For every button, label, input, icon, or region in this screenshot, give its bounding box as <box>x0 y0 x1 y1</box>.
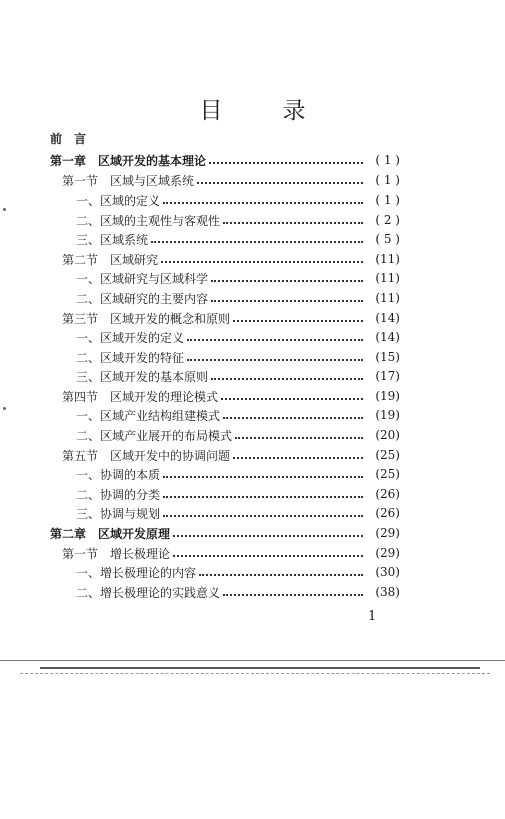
toc-entry-label: 二、区域的主观性与客观性 <box>76 213 221 228</box>
toc-entry-label: 一、协调的本质 <box>76 467 161 482</box>
toc-entry-label: 二、协调的分类 <box>76 487 161 502</box>
toc-entry-label: 三、区域系统 <box>76 232 149 247</box>
toc-entry <box>76 405 400 425</box>
toc-entry <box>76 288 400 308</box>
toc-entry-page: ( 1 ) <box>375 173 400 187</box>
toc-entry-page: ( 1 ) <box>375 153 400 167</box>
toc-entry-page: (30) <box>375 565 400 579</box>
toc-entry <box>76 210 400 230</box>
toc-entry <box>76 484 400 504</box>
toc-entry <box>76 190 400 210</box>
scan-speck <box>3 208 6 211</box>
toc-entry-page: (25) <box>375 467 400 481</box>
dot-leader <box>233 457 363 459</box>
dot-leader <box>211 300 363 302</box>
toc-entry <box>76 268 400 288</box>
toc-entry <box>62 386 400 406</box>
toc-entry-page: (17) <box>375 369 400 383</box>
dot-leader <box>211 280 363 282</box>
dot-leader <box>163 476 363 478</box>
toc-entry-page: (20) <box>375 428 400 442</box>
toc-entry-page: ( 5 ) <box>375 232 400 246</box>
toc-entry-label: 第四节 区域开发的理论模式 <box>62 389 219 404</box>
toc-entry-label: 一、区域开发的定义 <box>76 330 185 345</box>
dot-leader <box>223 594 363 596</box>
dot-leader <box>235 437 363 439</box>
toc-entry-page: (38) <box>375 585 400 599</box>
toc-entry-page: (11) <box>375 291 400 305</box>
toc-entry-label: 二、区域研究的主要内容 <box>76 291 209 306</box>
toc-entry-label: 一、区域产业结构组建模式 <box>76 408 221 423</box>
toc-entry <box>76 562 400 582</box>
toc-entry <box>62 308 400 328</box>
scan-speck <box>3 407 6 410</box>
toc-entry <box>76 366 400 386</box>
title-char-1: 目 <box>199 98 223 124</box>
toc-entry-page: (25) <box>375 448 400 462</box>
page-number: 1 <box>368 609 377 624</box>
toc-entry <box>50 150 400 170</box>
dot-leader <box>209 162 363 164</box>
toc-entry-page: (29) <box>375 526 400 540</box>
toc-entry-page: (29) <box>375 546 400 560</box>
toc-entry-label: 第一章 区域开发的基本理论 <box>50 153 207 168</box>
toc-entry-page: (11) <box>375 271 400 285</box>
toc-entry <box>76 229 400 249</box>
toc-entry-label: 第一节 增长极理论 <box>62 546 171 561</box>
toc-entry-page: (15) <box>375 350 400 364</box>
dot-leader <box>199 574 363 576</box>
toc-entry <box>76 582 400 602</box>
toc-entry <box>62 249 400 269</box>
toc-entry <box>76 464 400 484</box>
toc-entry-label: 一、区域的定义 <box>76 193 161 208</box>
toc-entry-label: 第一节 区域与区域系统 <box>62 173 195 188</box>
toc-entry-label: 一、增长极理论的内容 <box>76 565 197 580</box>
toc-entry <box>62 543 400 563</box>
dot-leader <box>197 182 363 184</box>
toc-entry-page: (19) <box>375 408 400 422</box>
dot-leader <box>151 241 363 243</box>
toc-entry-page: (19) <box>375 389 400 403</box>
dot-leader <box>187 359 363 361</box>
toc-entry-label: 第二章 区域开发原理 <box>50 526 171 541</box>
dot-leader <box>223 222 363 224</box>
page-title <box>0 92 505 125</box>
toc-entry <box>50 128 400 148</box>
toc-entry-label: 一、区域研究与区域科学 <box>76 271 209 286</box>
dot-leader <box>161 261 363 263</box>
toc-entry-page: (26) <box>375 487 400 501</box>
dot-leader <box>233 320 363 322</box>
dot-leader <box>173 535 363 537</box>
dot-leader <box>163 515 363 517</box>
toc-entry-page: ( 2 ) <box>375 213 400 227</box>
toc-entry-label: 前 言 <box>50 131 87 146</box>
toc-entry-label: 二、区域开发的特征 <box>76 350 185 365</box>
toc-entry-page: (14) <box>375 330 400 344</box>
dot-leader <box>163 496 363 498</box>
toc-entry-label: 三、区域开发的基本原则 <box>76 369 209 384</box>
toc-entry <box>50 523 400 543</box>
toc-entry-label: 二、增长极理论的实践意义 <box>76 585 221 600</box>
toc-entry-label: 第五节 区域开发中的协调问题 <box>62 448 231 463</box>
toc-entry-page: ( 1 ) <box>375 193 400 207</box>
toc-entry <box>76 347 400 367</box>
scan-rule <box>0 660 505 661</box>
toc-entry <box>76 425 400 445</box>
toc-entry-label: 第二节 区域研究 <box>62 252 159 267</box>
dot-leader <box>211 378 363 380</box>
title-char-2: 录 <box>282 98 306 124</box>
dot-leader <box>187 339 363 341</box>
toc-entry-page: (26) <box>375 506 400 520</box>
toc-entry-label: 第三节 区域开发的概念和原则 <box>62 311 231 326</box>
toc-entry-label: 三、协调与规划 <box>76 506 161 521</box>
dot-leader <box>221 398 363 400</box>
dot-leader <box>163 202 363 204</box>
toc-entry <box>76 503 400 523</box>
toc-entry-page: (11) <box>375 252 400 266</box>
toc-entry <box>62 170 400 190</box>
toc-entry-label: 二、区域产业展开的布局模式 <box>76 428 233 443</box>
toc-entry-page: (14) <box>375 311 400 325</box>
toc-entry <box>76 327 400 347</box>
scan-rule <box>20 673 490 674</box>
scan-rule <box>40 667 480 669</box>
dot-leader <box>173 555 363 557</box>
toc-entry <box>62 445 400 465</box>
dot-leader <box>223 417 363 419</box>
